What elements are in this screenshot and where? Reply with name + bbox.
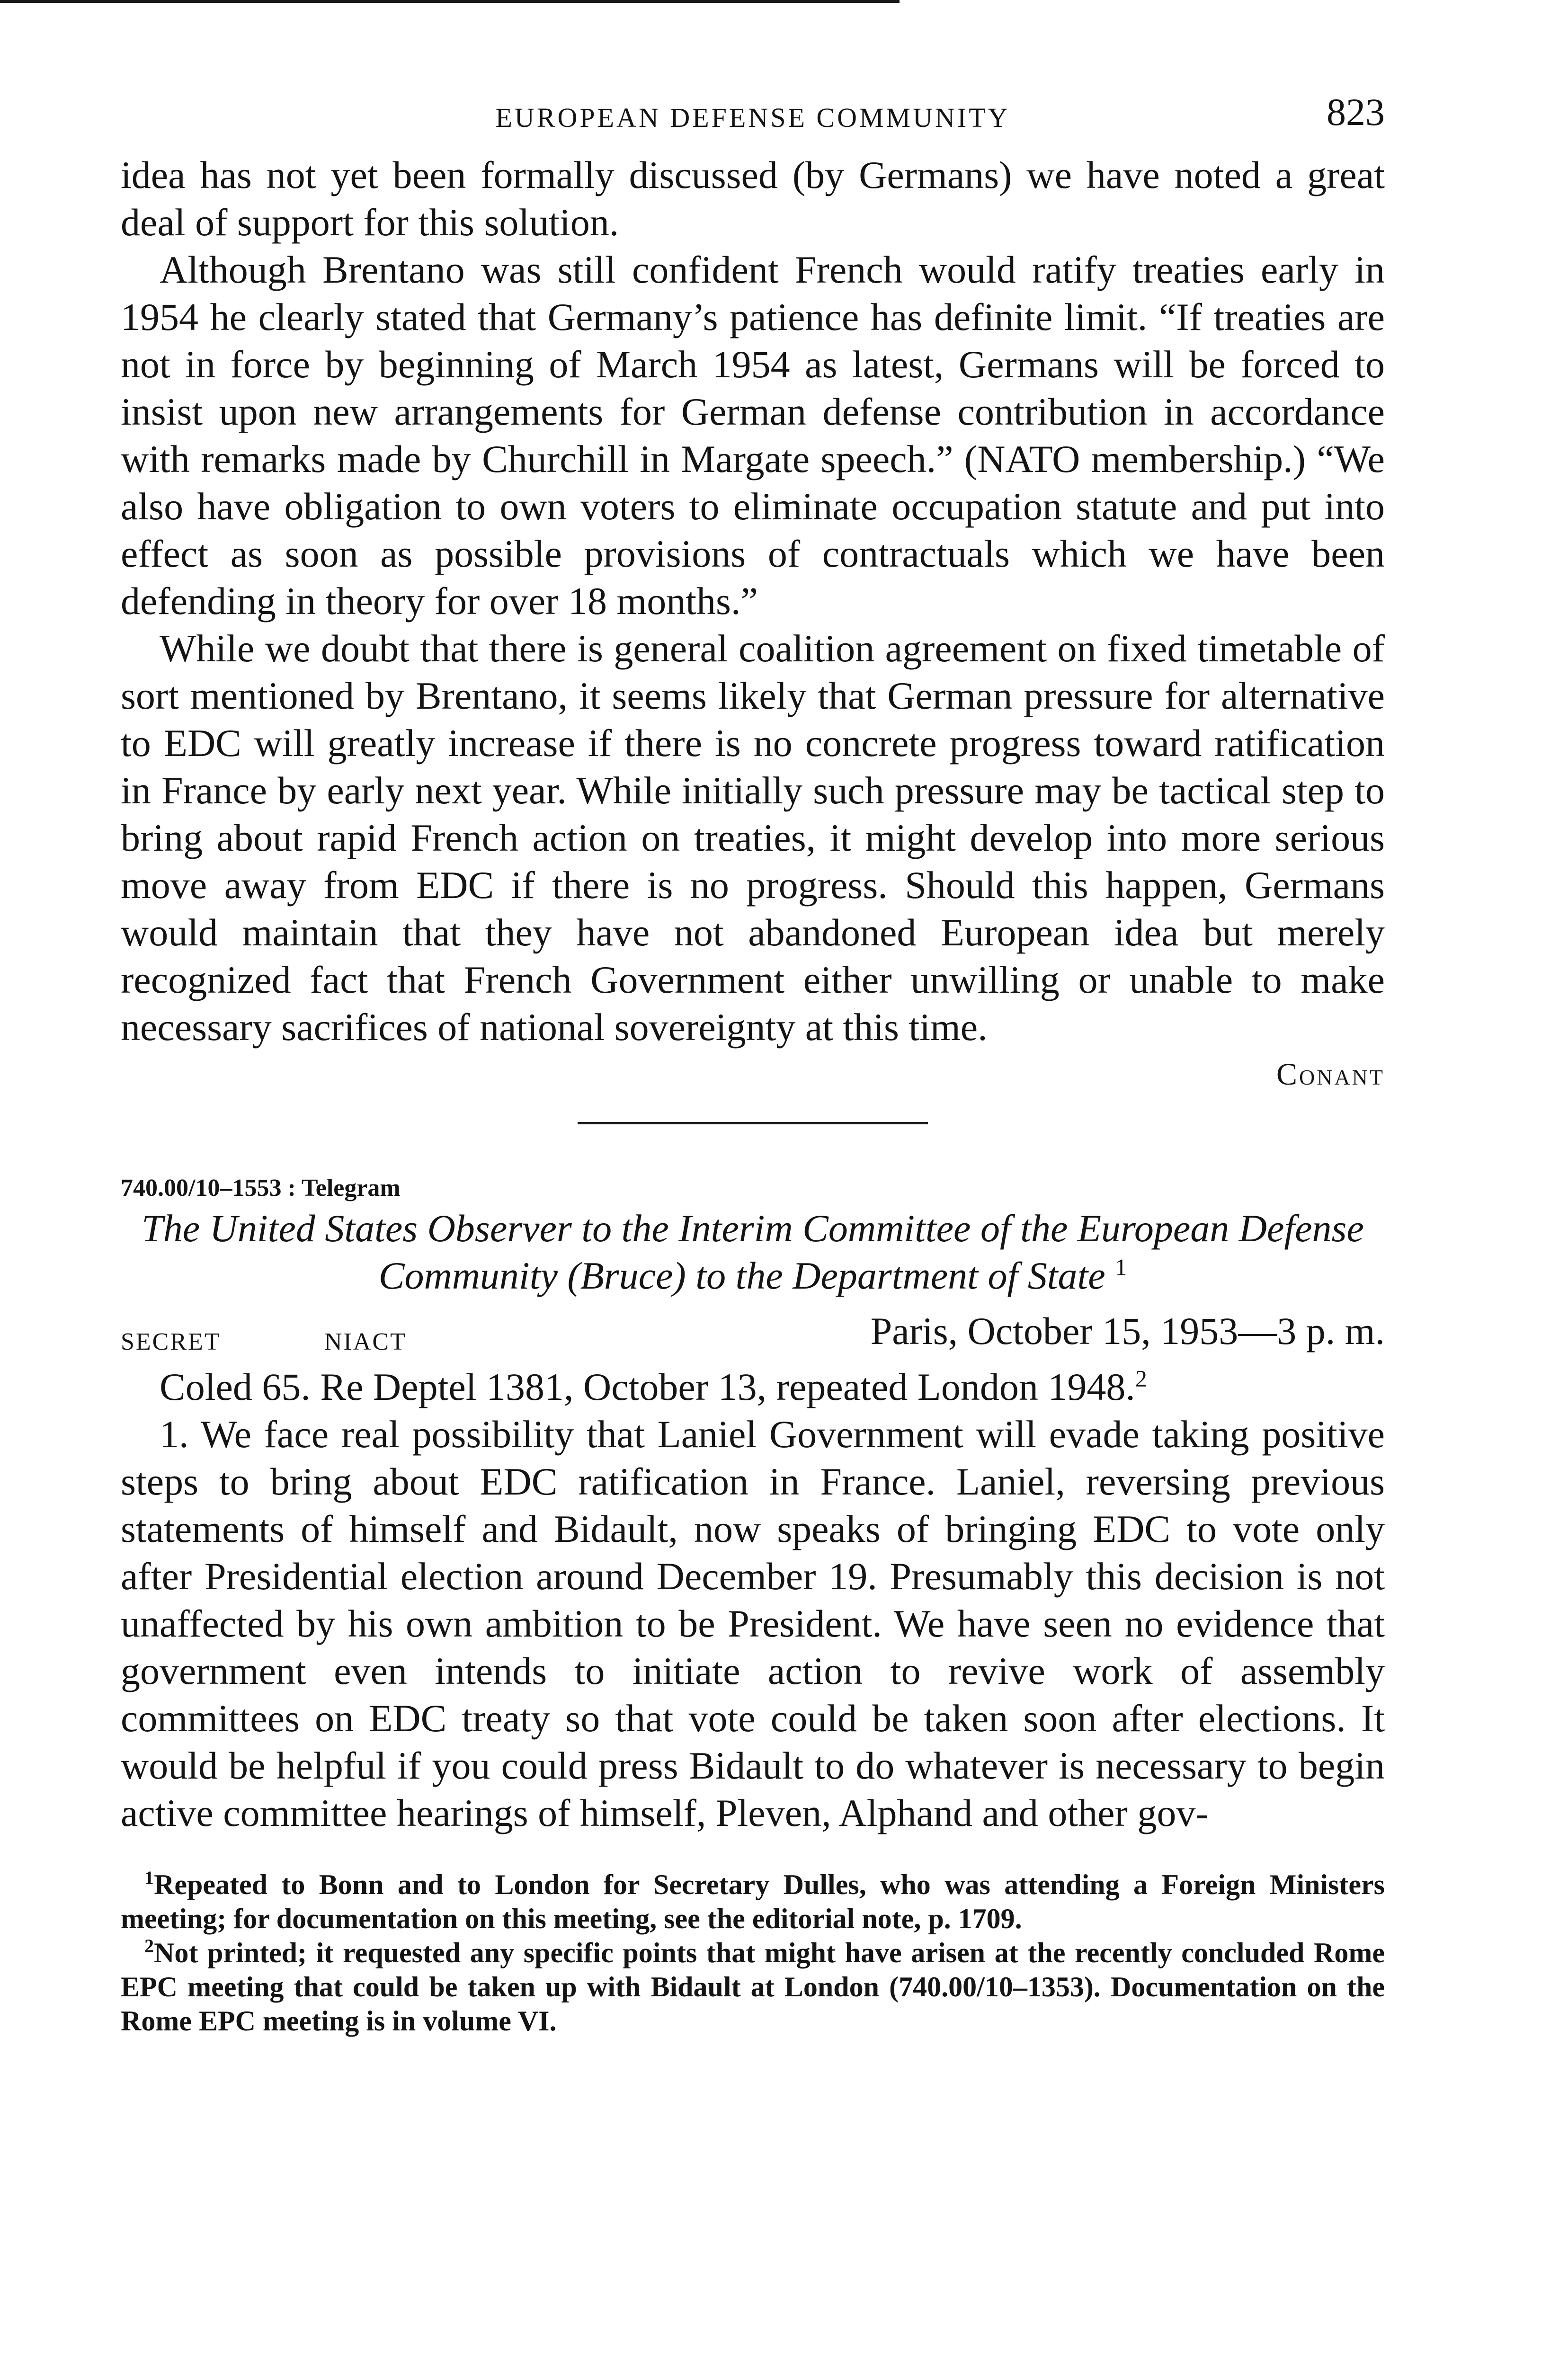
- document-title-text: The United States Observer to the Interim Committee of the European Defense Community (Bruce) to the Department of State: [142, 1207, 1364, 1297]
- footnote-1-mark: 1: [144, 1867, 154, 1888]
- paragraph-coled: [121, 1363, 1385, 1411]
- previous-document-body: [121, 151, 1385, 1051]
- dateline: [121, 1309, 1385, 1363]
- signature-conant: [121, 1051, 1385, 1098]
- page-header: [121, 90, 1385, 151]
- continued-paragraph: idea has not yet been formally discussed (by Germans) we have noted a great deal of support for this solution.: [121, 153, 1385, 244]
- section-divider: [578, 1122, 928, 1124]
- paragraph-1: 1. We face real possibility that Laniel Government will evade taking positive steps to bring about EDC ratification in France. Laniel, reversing previous statements of himself and Bidault, now speaks of bringing EDC to vote only after Presidential election around December 19. Presumably this decision is not unaffected by his own ambition to be President. We have seen no evidence that government even intends to initiate action to revive work of assembly committees on EDC treaty so that vote could be taken soon after elections. It would be helpful if you could press Bidault to do whatever is necessary to begin active committee hearings of himself, Pleven, Alphand and other gov-: [121, 1413, 1385, 1834]
- footnote-2: [121, 1936, 1385, 2038]
- paragraph-coalition: While we doubt that there is general coalition agreement on fixed timetable of sort mentioned by Brentano, it seems likely that German pressure for alternative to EDC will greatly increase if there is no concrete progress toward ratification in France by early next year. While initially such pressure may be tactical step to bring about rapid French action on treaties, it might develop into more serious move away from EDC if there is no progress. Should this happen, Germans would maintain that they have not abandoned European idea but merely recognized fact that French Government either unwilling or unable to make necessary sacrifices of national sovereignty at this time.: [121, 627, 1385, 1049]
- paragraph-coled-footnote-mark: 2: [1135, 1365, 1147, 1392]
- title-footnote-mark: 1: [1115, 1254, 1127, 1281]
- footnote-2-mark: 2: [144, 1935, 154, 1957]
- precedence: NIACT: [324, 1328, 407, 1355]
- document-reference: 740.00/10–1553 : Telegram: [121, 1175, 401, 1201]
- top-rule: [0, 0, 900, 3]
- paragraph-brentano: Although Brentano was still confident French would ratify treaties early in 1954 he clearly stated that Germany’s patience has definite limit. “If treaties are not in force by beginning of March 1954 as latest, Germans will be forced to insist upon new arrangements for German defense contribution in accordance with remarks made by Churchill in Margate speech.” (NATO membership.) “We also have obligation to own voters to eliminate occupation statute and put into effect as soon as possible provisions of contractuals which we have been defending in theory for over 18 months.”: [121, 248, 1385, 623]
- footnotes: [121, 1868, 1385, 2038]
- footnote-2-text: Not printed; it requested any specific points that might have arisen at the recently concluded Rome EPC meeting that could be taken up with Bidault at London (740.00/10–1353). Documentation on the Rome EPC meeting is in volume VI.: [121, 1937, 1385, 2037]
- footnote-1: [121, 1868, 1385, 1936]
- paragraph-coled-text: Coled 65. Re Deptel 1381, October 13, repeated London 1948.: [160, 1365, 1135, 1408]
- place-date: Paris, October 15, 1953—3 p. m.: [870, 1309, 1385, 1353]
- document-body: [121, 1363, 1385, 1837]
- document-title: [121, 1205, 1385, 1299]
- footnote-1-text: Repeated to Bonn and to London for Secretary Dulles, who was attending a Foreign Ministers meeting; for documentation on this meeting, see the editorial note, p. 1709.: [121, 1869, 1385, 1934]
- page-number: 823: [1327, 90, 1385, 133]
- page: [121, 90, 1385, 2038]
- running-head: EUROPEAN DEFENSE COMMUNITY: [495, 102, 1010, 133]
- classification: SECRET: [121, 1328, 221, 1355]
- signature-text: Conant: [1276, 1057, 1385, 1092]
